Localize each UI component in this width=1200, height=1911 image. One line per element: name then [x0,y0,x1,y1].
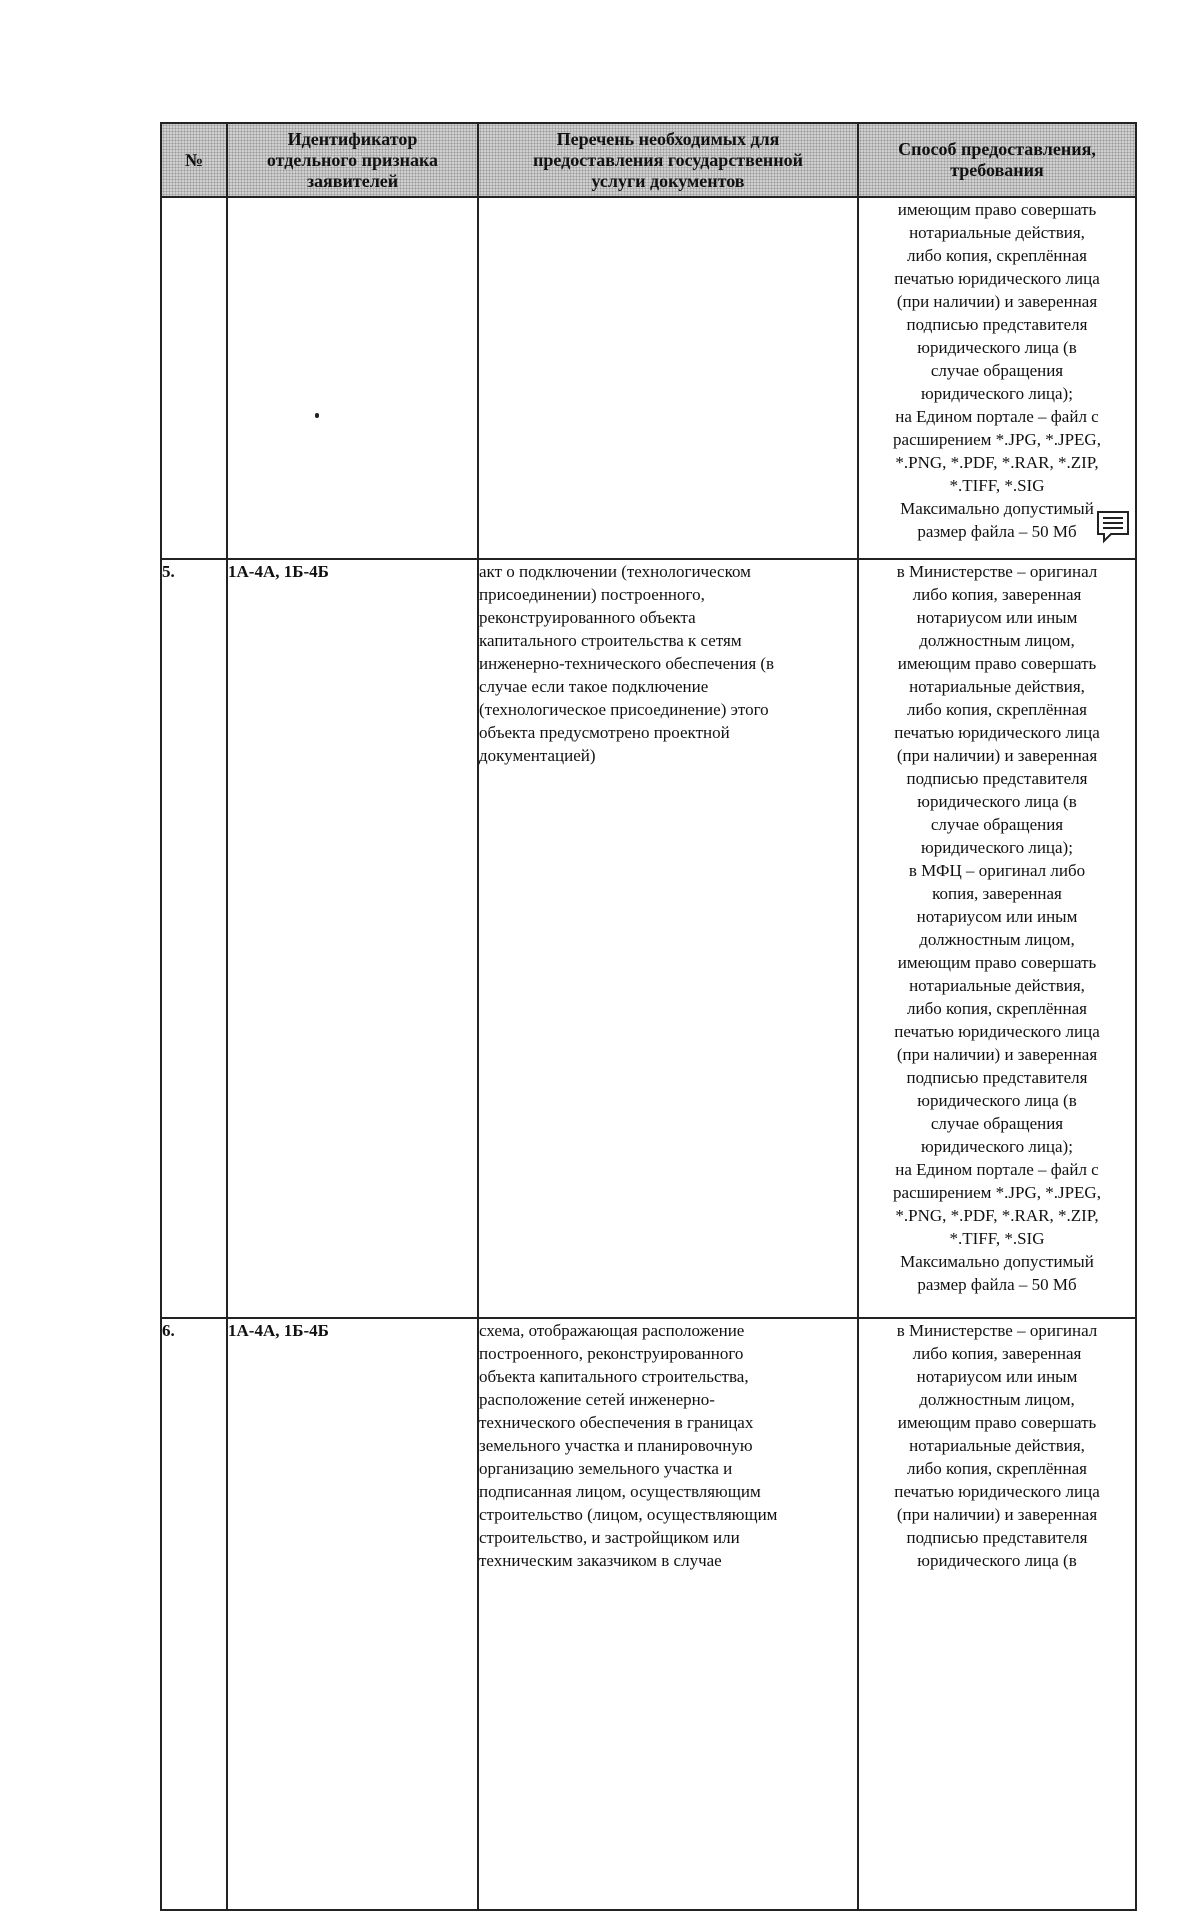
method-line: на Едином портале – файл с [895,1160,1099,1179]
method-line: нотариальные действия, [909,677,1085,696]
method-line: *.TIFF, *.SIG [949,1229,1045,1248]
method-line: либо копия, скреплённая [907,246,1087,265]
documents-line: технического обеспечения в границах [479,1413,754,1432]
method-line: юридического лица); [921,384,1073,403]
method-line: подписью представителя [906,315,1088,334]
method-line: либо копия, заверенная [912,585,1082,604]
method-line: нотариальные действия, [909,223,1085,242]
method-line: расширением *.JPG, *.JPEG, [893,430,1101,449]
method-line: нотариальные действия, [909,1436,1085,1455]
documents-line: капитального строительства к сетям [479,631,742,650]
method-line: подписью представителя [906,1528,1088,1547]
requirements-table [160,122,1137,1911]
method-line: (при наличии) и заверенная [896,746,1098,765]
method-line: *.TIFF, *.SIG [949,476,1045,495]
method-line: имеющим право совершать [897,654,1097,673]
documents-line: реконструированного объекта [479,608,696,627]
method-line: расширением *.JPG, *.JPEG, [893,1183,1101,1202]
documents-line: техническим заказчиком в случае [479,1551,722,1570]
row-number [161,197,227,559]
documents-line: случае если такое подключение [479,677,709,696]
header-num: № [161,123,227,197]
method-line: должностным лицом, [919,631,1075,650]
documents-line: акт о подключении (технологическом [479,562,751,581]
method-line: юридического лица); [921,1137,1073,1156]
method-line: печатью юридического лица [894,1482,1100,1501]
documents-line: присоединении) построенного, [479,585,705,604]
documents-line: (технологическое присоединение) этого [479,700,769,719]
method-line: (при наличии) и заверенная [896,1045,1098,1064]
row-documents [478,1318,858,1910]
row-identifier: 1А-4А, 1Б-4Б [227,1318,478,1910]
method-line: в Министерстве – оригинал [896,562,1098,581]
method-line: размер файла – 50 Мб [917,522,1077,541]
method-line: случае обращения [930,815,1064,834]
method-line: юридического лица (в [917,1091,1077,1110]
method-line: имеющим право совершать [897,200,1097,219]
row-method [858,1318,1136,1910]
documents-line: объекта предусмотрено проектной [479,723,730,742]
documents-line: подписанная лицом, осуществляющим [479,1482,761,1501]
documents-line: построенного, реконструированного [479,1344,744,1363]
table-row [161,197,1136,559]
documents-line: строительство, и застройщиком или [479,1528,740,1547]
method-line: (при наличии) и заверенная [896,1505,1098,1524]
method-line: либо копия, заверенная [912,1344,1082,1363]
method-line: должностным лицом, [919,930,1075,949]
row-documents [478,559,858,1318]
method-line: имеющим право совершать [897,1413,1097,1432]
method-line: в МФЦ – оригинал либо [908,861,1086,880]
method-line: Максимально допустимый [900,499,1094,518]
documents-line: схема, отображающая расположение [479,1321,745,1340]
table-row [161,559,1136,1318]
method-line: либо копия, скреплённая [907,999,1087,1018]
method-line: печатью юридического лица [894,269,1100,288]
documents-line: документацией) [479,746,596,765]
row-documents [478,197,858,559]
method-line: нотариусом или иным [916,1367,1078,1386]
method-line: нотариусом или иным [916,907,1078,926]
header-documents: Перечень необходимых для предоставления государственной услуги документов [478,123,858,197]
method-line: юридического лица (в [917,338,1077,357]
method-line: копия, заверенная [932,884,1062,903]
method-line: печатью юридического лица [894,1022,1100,1041]
row-method [858,197,1136,559]
row-number: 5. [161,559,227,1318]
method-line: печатью юридического лица [894,723,1100,742]
documents-line: строительство (лицом, осуществляющим [479,1505,778,1524]
stray-mark [315,413,319,418]
table-header-row [161,123,1136,197]
method-line: *.PNG, *.PDF, *.RAR, *.ZIP, [895,1206,1099,1225]
method-line: юридического лица); [921,838,1073,857]
method-line: случае обращения [930,1114,1064,1133]
method-line: случае обращения [930,361,1064,380]
method-line: (при наличии) и заверенная [896,292,1098,311]
header-method: Способ предоставления, требования [858,123,1136,197]
comment-note-icon[interactable] [1095,509,1131,545]
method-line: нотариусом или иным [916,608,1078,627]
method-line: Максимально допустимый [900,1252,1094,1271]
documents-line: земельного участка и планировочную [479,1436,753,1455]
row-number: 6. [161,1318,227,1910]
row-method [858,559,1136,1318]
method-line: либо копия, скреплённая [907,700,1087,719]
method-line: юридического лица (в [917,1551,1077,1570]
header-identifier: Идентификатор отдельного признака заявителей [227,123,478,197]
method-line: размер файла – 50 Мб [917,1275,1077,1294]
method-line: нотариальные действия, [909,976,1085,995]
documents-line: инженерно-технического обеспечения (в [479,654,775,673]
documents-line: организацию земельного участка и [479,1459,733,1478]
method-line: либо копия, скреплённая [907,1459,1087,1478]
documents-line: расположение сетей инженерно- [479,1390,715,1409]
method-line: должностным лицом, [919,1390,1075,1409]
method-line: юридического лица (в [917,792,1077,811]
method-line: в Министерстве – оригинал [896,1321,1098,1340]
documents-line: объекта капитального строительства, [479,1367,749,1386]
method-line: *.PNG, *.PDF, *.RAR, *.ZIP, [895,453,1099,472]
method-line: подписью представителя [906,769,1088,788]
method-line: подписью представителя [906,1068,1088,1087]
method-line: на Едином портале – файл с [895,407,1099,426]
table-row [161,1318,1136,1910]
method-line: имеющим право совершать [897,953,1097,972]
row-identifier [227,197,478,559]
row-identifier: 1А-4А, 1Б-4Б [227,559,478,1318]
